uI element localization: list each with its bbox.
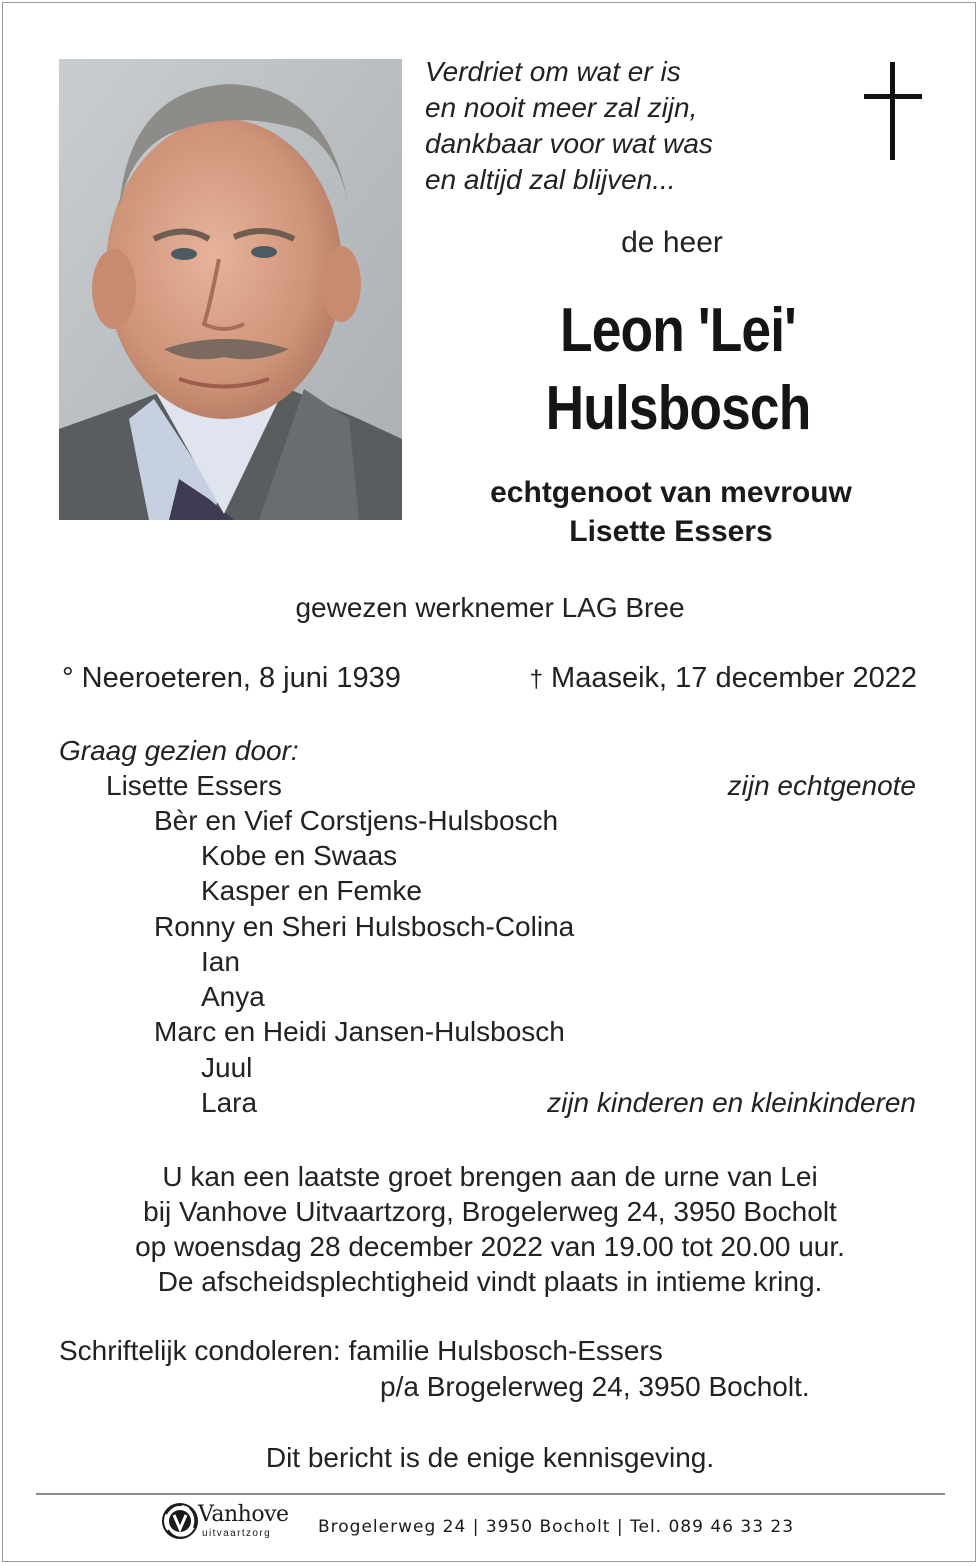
family-member: Kobe en Swaas <box>201 840 398 871</box>
spouse-name: Lisette Essers <box>569 515 773 548</box>
poem-line: dankbaar voor wat was <box>425 128 713 159</box>
birth-info: ° Neeroeteren, 8 juni 1939 <box>62 662 401 694</box>
role-children: zijn kinderen en kleinkinderen <box>547 1087 916 1118</box>
role-spouse: zijn echtgenote <box>727 770 916 801</box>
family-member: Ian <box>201 946 240 977</box>
deceased-name-last: Hulsbosch <box>545 374 811 443</box>
condolence-address: Schriftelijk condoleren: familie Hulsbosch-Essers <box>59 1335 663 1366</box>
visitation-line: op woensdag 28 december 2022 van 19.00 tot 20.00 uur. <box>135 1231 845 1262</box>
honorific: de heer <box>621 226 723 259</box>
funeral-home-logo <box>160 1500 306 1544</box>
notice-statement: Dit bericht is de enige kennisgeving. <box>265 1442 715 1473</box>
visitation-line: De afscheidsplechtigheid vindt plaats in intieme kring. <box>157 1266 823 1297</box>
family-member: Anya <box>201 981 265 1012</box>
visitation-line: U kan een laatste groet brengen aan de urne van Lei <box>162 1161 818 1192</box>
poem <box>425 54 713 198</box>
dagger-icon: † <box>529 666 543 693</box>
footer-divider <box>36 1493 945 1495</box>
family-member: Ronny en Sheri Hulsbosch-Colina <box>154 911 575 942</box>
family-member: Lisette Essers <box>106 770 282 801</box>
footer-address: Brogelerweg 24 | 3950 Bocholt | Tel. 089 46 33 23 <box>318 1517 795 1537</box>
poem-line: en nooit meer zal zijn, <box>425 92 698 123</box>
visitation-line: bij Vanhove Uitvaartzorg, Brogelerweg 24, 3950 Bocholt <box>143 1196 837 1227</box>
vanhove-logo-icon <box>160 1500 200 1542</box>
spouse-relation: echtgenoot van mevrouw <box>490 476 852 509</box>
deceased-name-first: Leon 'Lei' <box>560 296 796 365</box>
logo-subtitle: uitvaartzorg <box>202 1528 272 1539</box>
death-date: Maaseik, 17 december 2022 <box>551 662 917 694</box>
visitation-info <box>0 1159 980 1299</box>
family-member: Lara <box>201 1087 258 1118</box>
family-member: Juul <box>201 1052 253 1083</box>
family-member: Kasper en Femke <box>201 875 422 906</box>
logo-name: Vanhove <box>198 1502 289 1527</box>
condolence-address-line2: p/a Brogelerweg 24, 3950 Bocholt. <box>380 1371 810 1402</box>
portrait-photo <box>59 59 402 520</box>
family-heading: Graag gezien door: <box>59 735 299 766</box>
cross-icon <box>864 62 922 160</box>
family-member: Bèr en Vief Corstjens-Hulsbosch <box>154 805 559 836</box>
death-info <box>530 662 917 695</box>
poem-line: Verdriet om wat er is <box>425 56 681 87</box>
occupation: gewezen werknemer LAG Bree <box>295 592 685 623</box>
family-member: Marc en Heidi Jansen-Hulsbosch <box>154 1016 565 1047</box>
poem-line: en altijd zal blijven... <box>425 164 676 195</box>
